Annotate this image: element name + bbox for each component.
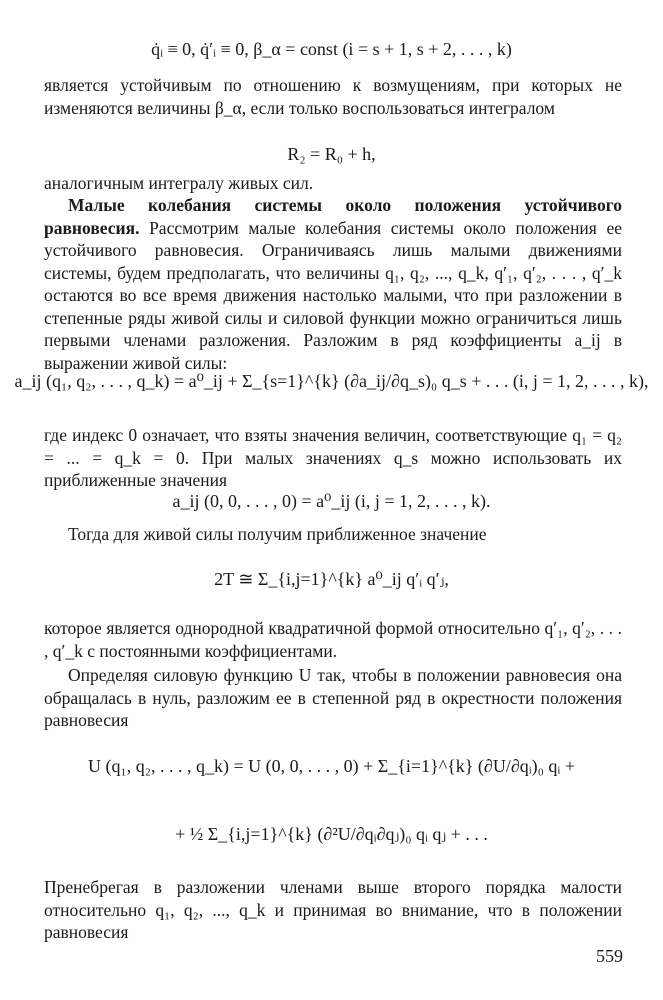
paragraph-stability: является устойчивым по отношению к возмущениям, при которых не изменяются величины β_α, если только воспользоваться интегралом [44, 75, 622, 118]
formula-kinetic-energy: 2T ≅ Σ_{i,j=1}^{k} a⁰_ij q′ᵢ q′ⱼ, [214, 569, 449, 589]
paragraph-approx-kinetic: Тогда для живой силы получим приближенное значение [68, 524, 487, 544]
section-heading: Малые колебания системы около положения устойчивого равновесия. [44, 195, 622, 238]
paragraph-index-zero: где индекс 0 означает, что взяты значения величин, соответствующие q₁ = q₂ = ... = q_k = 0. При малых значениях q_s можно использовать их приближенные значения [44, 425, 622, 490]
section-body: Рассмотрим малые колебания системы около положения ее устойчивого равновесия. Ограничиваясь лишь малыми движениями системы, будем предполагать, что величины q₁, q₂, ..., q_k, q′₁, q′₂, . . . , q′_k остаются во все время движения настолько малыми, что при разложении в степенные ряды живой силы и силовой функции можно ограничиться лишь первыми членами разложения. Разложим в ряд коэффициенты a_ij в выражении живой силы: [44, 217, 622, 373]
paragraph-neglecting: Пренебрегая в разложении членами выше второго порядка малости относительно q₁, q₂, ..., q_k и принимая во внимание, что в положении равновесия [44, 877, 622, 942]
formula-approx-coefficients: a_ij (0, 0, . . . , 0) = a⁰_ij (i, j = 1, 2, . . . , k). [172, 491, 491, 511]
formula-force-expansion-2: + ½ Σ_{i,j=1}^{k} (∂²U/∂qᵢ∂qⱼ)₀ qᵢ qⱼ + . . . [175, 824, 488, 844]
paragraph-analogous: аналогичным интегралу живых сил. [44, 173, 314, 193]
formula-integral-r2: R₂ = R₀ + h, [287, 144, 376, 164]
formula-coefficient-expansion: a_ij (q₁, q₂, . . . , q_k) = a⁰_ij + Σ_{s=1}^{k} (∂a_ij/∂q_s)₀ q_s + . . . (i, j = 1, 2, . . . , k), [14, 371, 649, 391]
formula-stability-conditions: q̇ᵢ ≡ 0, q̇′ᵢ ≡ 0, β_α = const (i = s + 1, s + 2, . . . , k) [151, 39, 512, 59]
formula-force-expansion-1: U (q₁, q₂, . . . , q_k) = U (0, 0, . . . , 0) + Σ_{i=1}^{k} (∂U/∂qᵢ)₀ qᵢ + [87, 756, 576, 776]
paragraph-quadratic-form: которое является однородной квадратичной формой относительно q′₁, q′₂, . . . , q′_k с постоянными коэффициентами. [44, 618, 622, 661]
section-small-oscillations [44, 194, 622, 374]
page-number: 559 [596, 946, 623, 966]
paragraph-force-function: Определяя силовую функцию U так, чтобы в положении равновесия она обращалась в нуль, разложим ее в степенной ряд в окрестности положения равновесия [44, 665, 622, 730]
